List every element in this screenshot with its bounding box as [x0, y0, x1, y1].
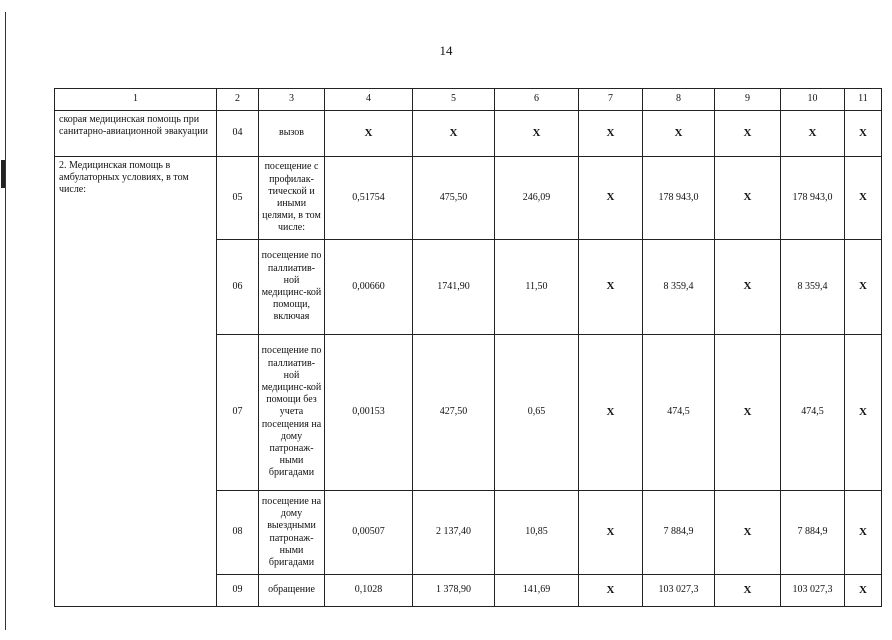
value-cell: X — [579, 575, 643, 607]
value-cell: 427,50 — [413, 335, 495, 491]
value-cell: 2 137,40 — [413, 491, 495, 575]
value-cell: X — [579, 240, 643, 335]
header-cell: 8 — [643, 89, 715, 111]
value-cell: 474,5 — [643, 335, 715, 491]
unit-cell: посещение с профилак-тической и иными целями, в том числе: — [259, 157, 325, 240]
code-cell: 05 — [217, 157, 259, 240]
value-cell: X — [715, 240, 781, 335]
value-cell: X — [715, 335, 781, 491]
value-cell: X — [845, 240, 882, 335]
header-cell: 10 — [781, 89, 845, 111]
header-cell: 11 — [845, 89, 882, 111]
value-cell: 1741,90 — [413, 240, 495, 335]
unit-cell: посещение на дому выездными патронаж-ными бригадами — [259, 491, 325, 575]
code-cell: 07 — [217, 335, 259, 491]
value-cell: X — [845, 491, 882, 575]
value-cell: 0,51754 — [325, 157, 413, 240]
value-cell: 0,00507 — [325, 491, 413, 575]
value-cell: 178 943,0 — [781, 157, 845, 240]
value-cell: X — [715, 111, 781, 157]
code-cell: 08 — [217, 491, 259, 575]
header-cell: 3 — [259, 89, 325, 111]
value-cell: X — [845, 575, 882, 607]
code-cell: 04 — [217, 111, 259, 157]
value-cell: 178 943,0 — [643, 157, 715, 240]
value-cell: 7 884,9 — [781, 491, 845, 575]
value-cell: X — [495, 111, 579, 157]
code-cell: 06 — [217, 240, 259, 335]
value-cell: 0,65 — [495, 335, 579, 491]
value-cell: 475,50 — [413, 157, 495, 240]
header-row — [55, 89, 882, 111]
page-number: 14 — [439, 43, 453, 58]
scan-mark — [1, 160, 5, 188]
value-cell: X — [579, 111, 643, 157]
value-cell: 0,00153 — [325, 335, 413, 491]
row-name-cell: 2. Медицинская помощь в амбулаторных условиях, в том числе: — [55, 157, 217, 607]
value-cell: X — [715, 491, 781, 575]
value-cell: X — [845, 335, 882, 491]
value-cell: 474,5 — [781, 335, 845, 491]
left-margin-rule — [5, 12, 6, 630]
value-cell: X — [413, 111, 495, 157]
value-cell: X — [845, 111, 882, 157]
table-row — [55, 111, 882, 157]
header-cell: 5 — [413, 89, 495, 111]
value-cell: 141,69 — [495, 575, 579, 607]
value-cell: X — [643, 111, 715, 157]
unit-cell: обращение — [259, 575, 325, 607]
header-cell: 2 — [217, 89, 259, 111]
value-cell: X — [325, 111, 413, 157]
header-cell: 7 — [579, 89, 643, 111]
value-cell: 103 027,3 — [643, 575, 715, 607]
value-cell: X — [579, 335, 643, 491]
header-cell: 6 — [495, 89, 579, 111]
value-cell: 10,85 — [495, 491, 579, 575]
value-cell: X — [715, 157, 781, 240]
value-cell: 7 884,9 — [643, 491, 715, 575]
value-cell: 246,09 — [495, 157, 579, 240]
data-table — [54, 88, 882, 607]
value-cell: X — [579, 491, 643, 575]
unit-cell: посещение по паллиатив-ной медицинс-кой помощи, включая — [259, 240, 325, 335]
value-cell: X — [781, 111, 845, 157]
value-cell: X — [845, 157, 882, 240]
value-cell: X — [579, 157, 643, 240]
unit-cell: вызов — [259, 111, 325, 157]
value-cell: 0,00660 — [325, 240, 413, 335]
value-cell: 8 359,4 — [781, 240, 845, 335]
code-cell: 09 — [217, 575, 259, 607]
value-cell: 11,50 — [495, 240, 579, 335]
value-cell: 8 359,4 — [643, 240, 715, 335]
header-cell: 1 — [55, 89, 217, 111]
header-cell: 9 — [715, 89, 781, 111]
unit-cell: посещение по паллиатив-ной медицинс-кой помощи без учета посещения на дому патронаж-ными бригадами — [259, 335, 325, 491]
header-cell: 4 — [325, 89, 413, 111]
value-cell: 0,1028 — [325, 575, 413, 607]
value-cell: X — [715, 575, 781, 607]
table-row — [55, 157, 882, 240]
value-cell: 1 378,90 — [413, 575, 495, 607]
row-name-cell: скорая медицинская помощь при санитарно-авиационной эвакуации — [55, 111, 217, 157]
value-cell: 103 027,3 — [781, 575, 845, 607]
